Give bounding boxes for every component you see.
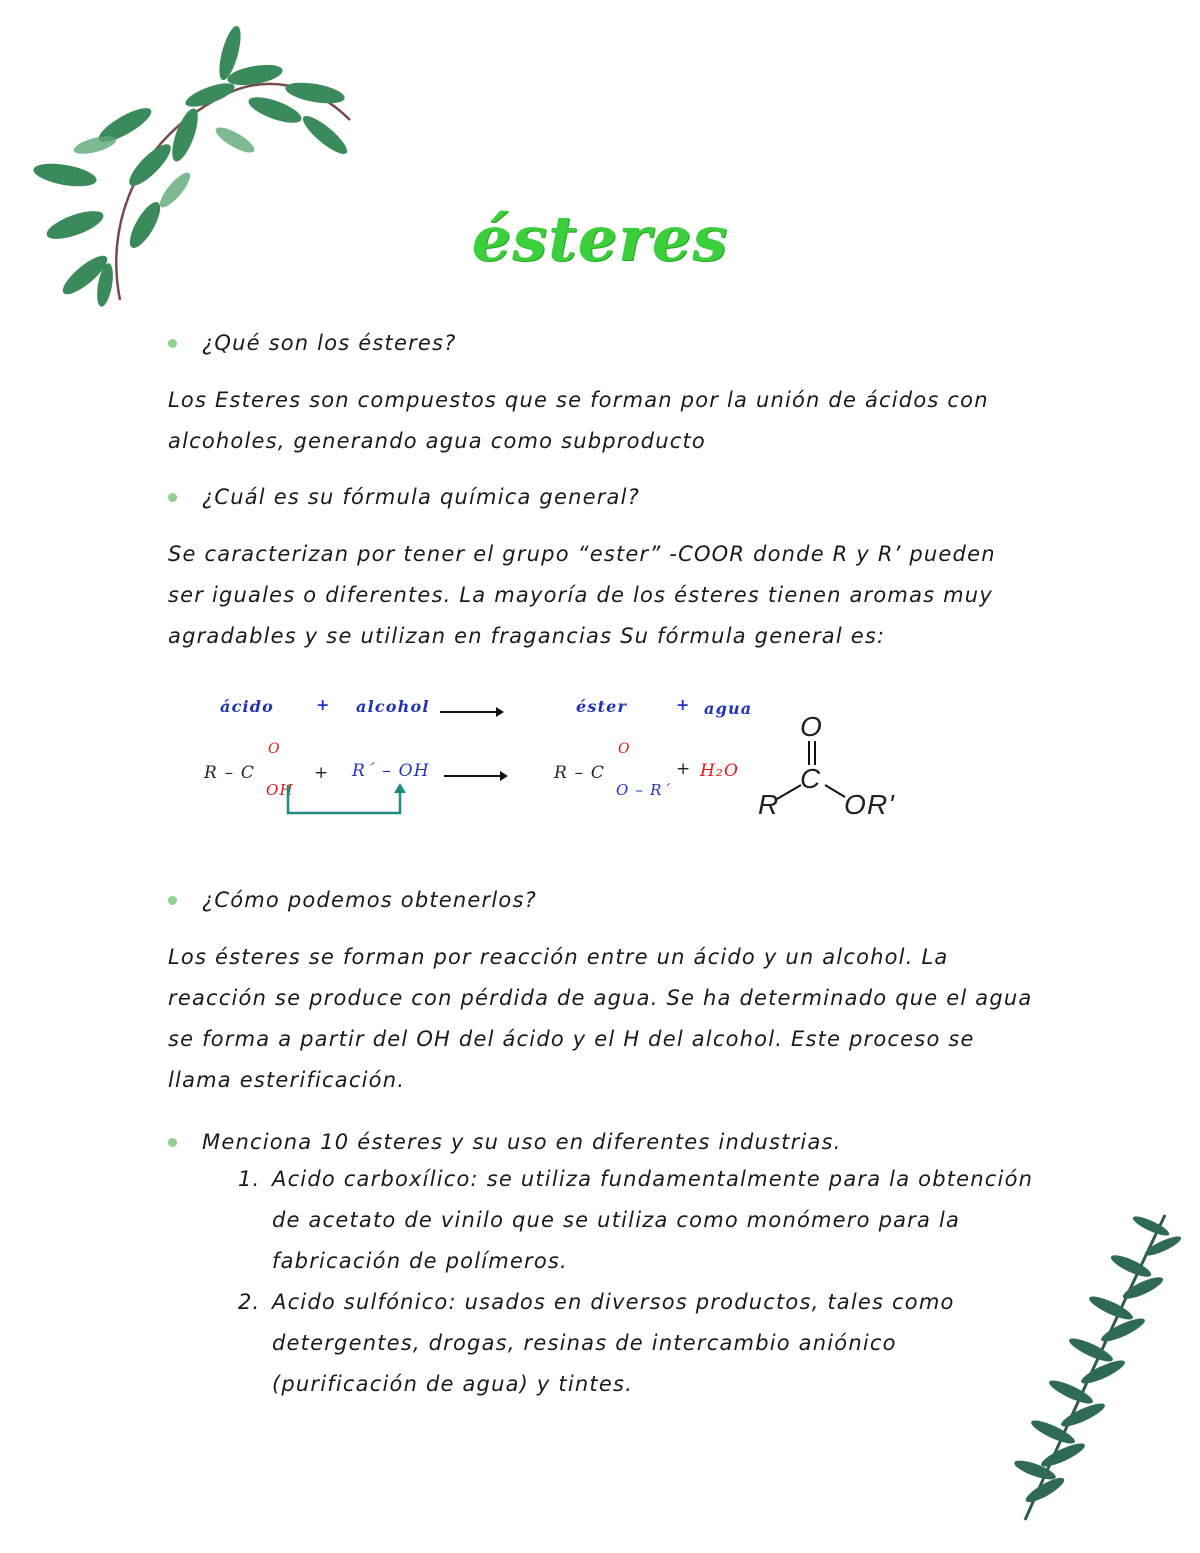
- question-label: ¿Qué son los ésteres?: [202, 331, 457, 355]
- bullet-dot: [168, 1138, 177, 1147]
- label-acid: ácido: [220, 697, 275, 716]
- acid-hydroxyl: OH: [266, 781, 294, 799]
- list-text: Acido sulfónico: usados en diversos productos, tales como detergentes, drogas, resinas de intercambio aniónico (purificación de agua) y tintes.: [272, 1290, 955, 1396]
- list-number: 1.: [238, 1167, 261, 1191]
- question-label: Menciona 10 ésteres y su uso en diferentes industrias.: [202, 1130, 842, 1154]
- list-item: [168, 1159, 1038, 1282]
- hydrogen-transfer-arrow-icon: [286, 783, 416, 819]
- label-ester: éster: [576, 697, 628, 716]
- ester-uses-list: [168, 1159, 1038, 1405]
- question-what-are: [168, 326, 1038, 360]
- list-item: [168, 1282, 1038, 1405]
- document-body: [168, 326, 1038, 1405]
- answer-formula: Se caracterizan por tener el grupo “ester” -COOR donde R y R’ pueden ser iguales o diferentes. La mayoría de los ésteres tienen aromas muy agradables y se utilizan en fragancias Su fórmula general es:: [168, 542, 996, 648]
- plus-2: +: [676, 759, 692, 779]
- alcohol-formula: [352, 761, 430, 781]
- answer-how-obtain: Los ésteres se forman por reacción entre un ácido y un alcohol. La reacción se produce con pérdida de agua. Se ha determinado que el agua se forma a partir del OH del ácido y el H del alcohol. Este proceso se llama esterificación.: [168, 945, 1033, 1092]
- general-r: R: [758, 789, 780, 820]
- label-plus-2: +: [676, 695, 691, 714]
- bullet-dot: [168, 896, 177, 905]
- general-o: O: [800, 711, 823, 742]
- answer-what-are: Los Esteres son compuestos que se forman por la unión de ácidos con alcoholes, generando agua como subproducto: [168, 388, 989, 453]
- list-number: 2.: [238, 1290, 261, 1314]
- arrow-right-icon: [444, 769, 508, 783]
- esterification-diagram: [168, 697, 1038, 857]
- page-title: ésteres: [471, 201, 729, 275]
- question-ten-esters: [168, 1125, 1038, 1159]
- question-formula: [168, 480, 1038, 514]
- water-formula: H₂O: [700, 761, 740, 781]
- acid-carbonyl-o: O: [268, 741, 281, 757]
- label-plus-1: +: [316, 695, 331, 714]
- list-text: Acido carboxílico: se utiliza fundamentalmente para la obtención de acetato de vinilo que se utiliza como monómero para la fabricación de polímeros.: [272, 1167, 1034, 1273]
- bullet-dot: [168, 493, 177, 502]
- general-or: OR': [844, 789, 895, 820]
- bullet-dot: [168, 339, 177, 348]
- acid-r-group: R – C: [204, 763, 256, 783]
- plus-1: +: [314, 763, 330, 783]
- alcohol-text: R´ – OH: [352, 761, 430, 781]
- arrow-right-icon: [440, 705, 504, 719]
- question-label: ¿Cómo podemos obtenerlos?: [202, 888, 537, 912]
- ester-or-group: O – R´: [616, 781, 672, 799]
- label-alcohol: alcohol: [356, 697, 430, 716]
- ester-carbonyl-o: O: [618, 741, 631, 757]
- label-water: agua: [704, 699, 753, 718]
- general-c: C: [800, 763, 822, 794]
- ester-r-group: R – C: [554, 763, 606, 783]
- question-label: ¿Cuál es su fórmula química general?: [202, 485, 640, 509]
- question-how-obtain: [168, 883, 1038, 917]
